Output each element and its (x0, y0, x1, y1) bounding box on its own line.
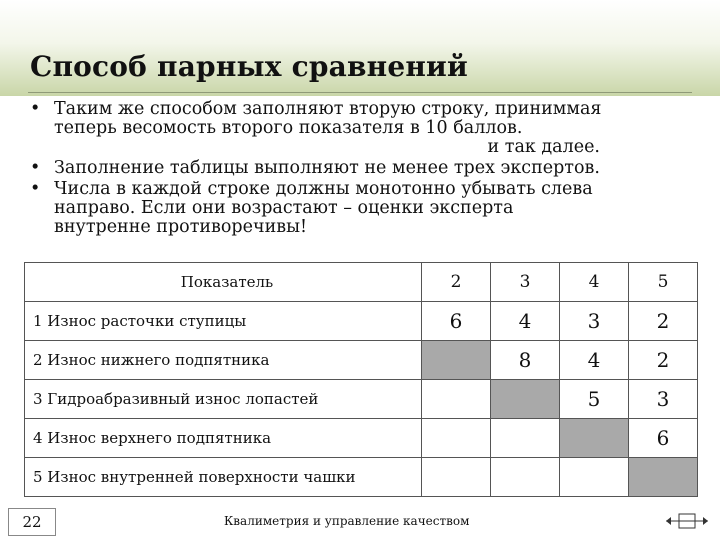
table-cell: 3 (629, 380, 698, 419)
footer-course-title: Квалиметрия и управление качеством (224, 514, 470, 528)
gray-cell (491, 380, 560, 419)
empty-cell (422, 458, 491, 497)
gray-cell (629, 458, 698, 497)
bullet-line: Числа в каждой строке должны монотонно убывать слева (54, 179, 593, 199)
row-name: 5 Износ внутренней поверхности чашки (25, 458, 422, 497)
empty-cell (491, 458, 560, 497)
comparison-table (24, 262, 698, 497)
table-header-row (25, 263, 698, 302)
bullet-dot-icon: • (30, 99, 41, 119)
header-col-3: 3 (491, 263, 560, 302)
table-cell: 6 (422, 302, 491, 341)
page-number: 22 (8, 508, 56, 536)
bullet-dot-icon: • (30, 158, 41, 178)
table-cell: 4 (491, 302, 560, 341)
table-row (25, 380, 698, 419)
header-col-4: 4 (560, 263, 629, 302)
table-cell: 8 (491, 341, 560, 380)
gray-cell (422, 341, 491, 380)
header-label: Показатель (25, 263, 422, 302)
header-col-5: 5 (629, 263, 698, 302)
table-cell: 4 (560, 341, 629, 380)
bullet-dot-icon: • (30, 179, 41, 199)
row-name: 2 Износ нижнего подпятника (25, 341, 422, 380)
row-name: 3 Гидроабразивный износ лопастей (25, 380, 422, 419)
table-cell: 2 (629, 302, 698, 341)
table-row (25, 458, 698, 497)
slide-title: Способ парных сравнений (30, 50, 468, 83)
bullet-line: Заполнение таблицы выполняют не менее трех экспертов. (54, 158, 600, 178)
row-name: 4 Износ верхнего подпятника (25, 419, 422, 458)
title-divider (28, 92, 692, 93)
comparison-table-wrapper (24, 262, 698, 497)
navigation-arrows-icon[interactable] (664, 512, 710, 530)
bullet-line: внутренне противоречивы! (54, 217, 308, 237)
table-cell: 3 (560, 302, 629, 341)
empty-cell (422, 419, 491, 458)
bullet-line: Таким же способом заполняют вторую строку, приниммая (54, 99, 602, 119)
bullet-line: направо. Если они возрастают – оценки эксперта (54, 198, 514, 218)
row-name: 1 Износ расточки ступицы (25, 302, 422, 341)
table-row (25, 341, 698, 380)
bullet-item-1 (30, 100, 690, 157)
bullet-item-3 (30, 180, 690, 237)
table-cell: 2 (629, 341, 698, 380)
table-row (25, 302, 698, 341)
bullet-line: и так далее. (487, 137, 600, 157)
gray-cell (560, 419, 629, 458)
bullet-item-2 (30, 159, 690, 178)
table-cell: 6 (629, 419, 698, 458)
bullet-list (30, 100, 690, 239)
bullet-line: теперь весомость второго показателя в 10 баллов. (54, 118, 523, 138)
table-row (25, 419, 698, 458)
empty-cell (560, 458, 629, 497)
table-cell: 5 (560, 380, 629, 419)
empty-cell (422, 380, 491, 419)
header-col-2: 2 (422, 263, 491, 302)
empty-cell (491, 419, 560, 458)
